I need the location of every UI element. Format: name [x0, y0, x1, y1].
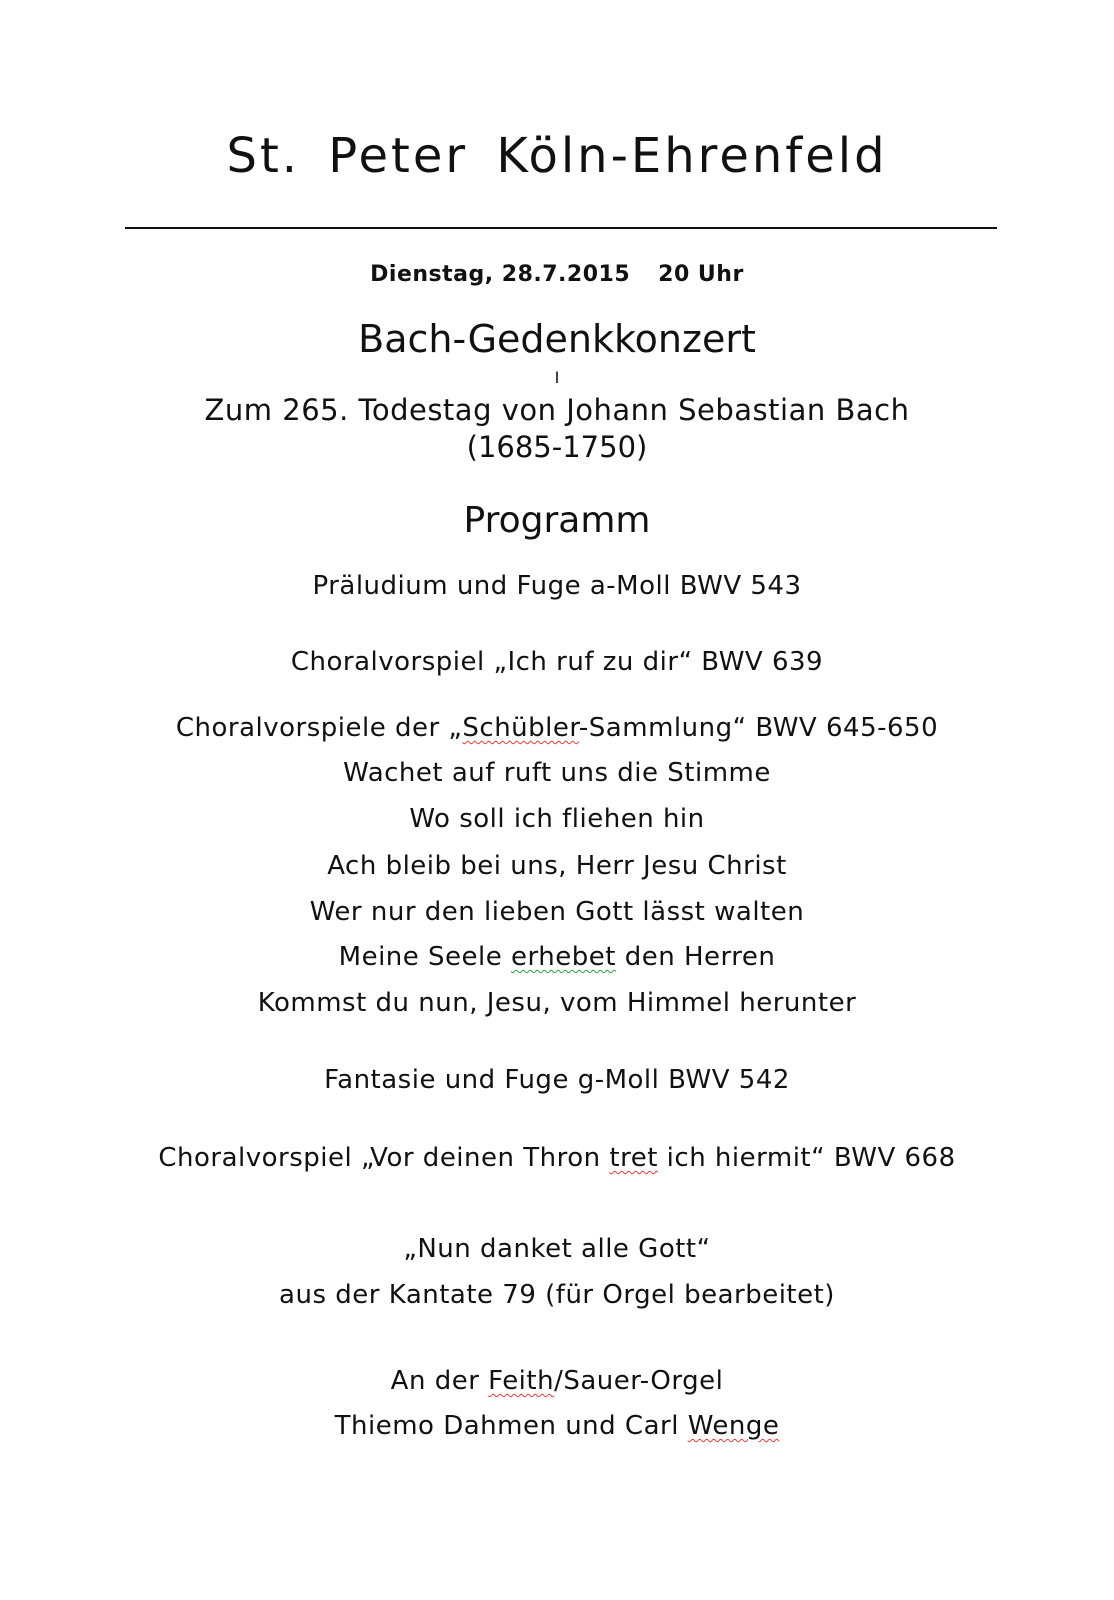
chorale-item: Wachet auf ruft uns die Stimme — [343, 758, 771, 788]
title-divider — [125, 227, 997, 229]
concert-title: Bach-Gedenkkonzert — [358, 317, 756, 361]
text-segment: -Sammlung“ BWV 645-650 — [578, 713, 939, 743]
program-item: Präludium und Fuge a-Moll BWV 543 — [312, 571, 802, 601]
chorale-item: Kommst du nun, Jesu, vom Himmel herunter — [257, 988, 857, 1018]
text-segment: ich hiermit“ BWV 668 — [657, 1143, 956, 1173]
text-segment: den Herren — [615, 942, 776, 972]
spellcheck-marked-word: Wenge — [687, 1411, 780, 1441]
program-item: Choralvorspiel „Ich ruf zu dir“ BWV 639 — [290, 647, 824, 677]
bach-years: (1685-1750) — [466, 430, 648, 464]
text-segment: An der — [390, 1366, 489, 1396]
text-segment: Meine Seele — [338, 942, 512, 972]
chorale-item: Wer nur den lieben Gott lässt walten — [309, 897, 805, 927]
chorale-item: Ach bleib bei uns, Herr Jesu Christ — [327, 851, 787, 881]
program-item: Fantasie und Fuge g-Moll BWV 542 — [324, 1065, 790, 1095]
event-time: 20 Uhr — [658, 262, 744, 287]
spellcheck-marked-word: tret — [609, 1143, 658, 1173]
text-segment: /Sauer-Orgel — [554, 1366, 724, 1396]
text-segment: Thiemo Dahmen und Carl — [334, 1411, 688, 1441]
dedication: Zum 265. Todestag von Johann Sebastian Bach — [204, 393, 910, 427]
church-title: St. Peter Köln-Ehrenfeld — [226, 128, 888, 184]
spellcheck-marked-word: Schübler — [462, 713, 579, 743]
text-cursor: I — [554, 368, 560, 387]
chorale-item: Wo soll ich fliehen hin — [409, 804, 705, 834]
program-item: „Nun danket alle Gott“ — [403, 1234, 711, 1264]
performer-names — [0, 1413, 1114, 1439]
chorale-item — [0, 944, 1114, 970]
spellcheck-marked-word: Feith — [488, 1366, 555, 1396]
event-date: Dienstag, 28.7.2015 — [370, 262, 631, 287]
program-item-note: aus der Kantate 79 (für Orgel bearbeitet) — [279, 1280, 835, 1310]
organ-line — [0, 1368, 1114, 1394]
grammar-marked-word: erhebet — [511, 942, 616, 972]
text-segment: Choralvorspiele der „ — [175, 713, 463, 743]
event-date-time — [0, 264, 1114, 286]
text-segment: Choralvorspiel „Vor deinen Thron — [158, 1143, 610, 1173]
program-item — [0, 1145, 1114, 1171]
program-heading: Programm — [463, 500, 651, 541]
program-item — [0, 715, 1114, 741]
